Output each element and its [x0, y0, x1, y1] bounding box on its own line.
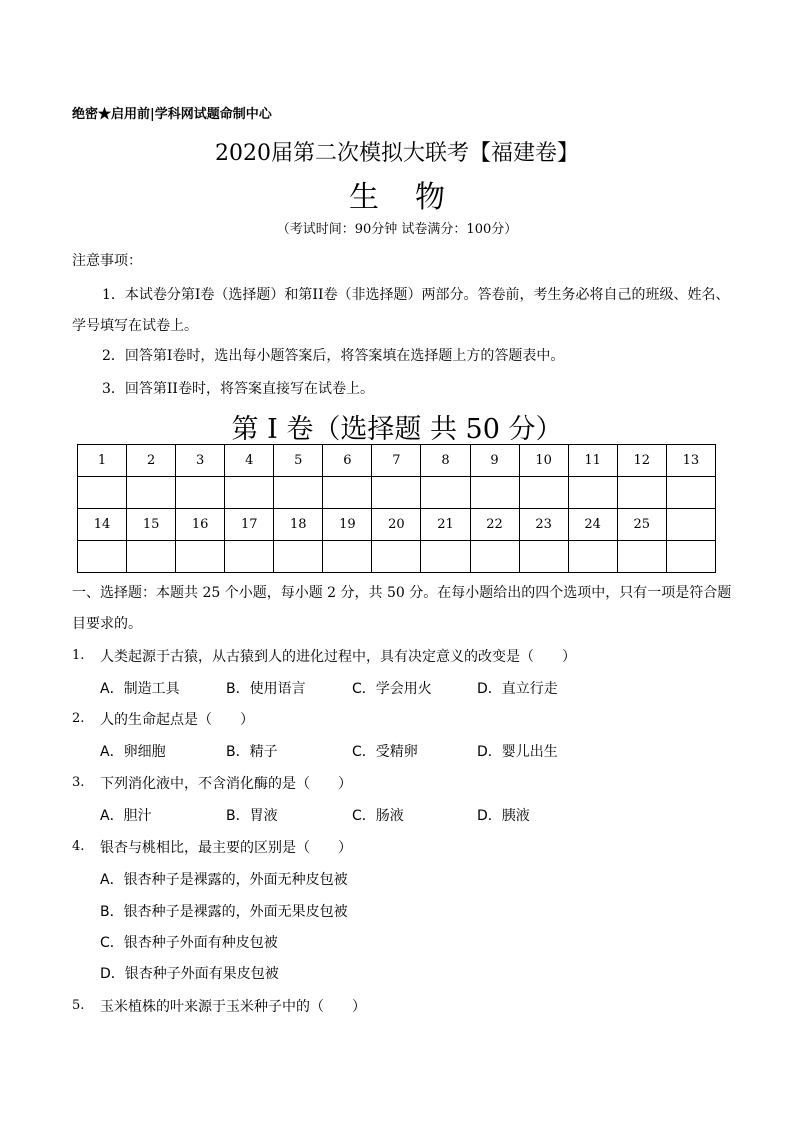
- grid-number-cell: 10: [519, 445, 568, 477]
- question-number: 1.: [72, 648, 85, 663]
- answer-cell[interactable]: [274, 541, 323, 573]
- grid-number-cell: 5: [274, 445, 323, 477]
- option-a[interactable]: A．银杏种子是裸露的，外面无种皮包被: [100, 872, 348, 888]
- answer-cell[interactable]: [372, 477, 421, 509]
- answer-cell[interactable]: [372, 541, 421, 573]
- answer-cell[interactable]: [666, 477, 715, 509]
- confidential-label: 绝密★启用前|学科网试题命制中心: [72, 107, 272, 122]
- grid-number-cell: 3: [176, 445, 225, 477]
- grid-number-cell: 8: [421, 445, 470, 477]
- answer-cell[interactable]: [519, 477, 568, 509]
- note-item-3: 3．回答第II卷时，将答案直接写在试卷上。: [102, 381, 374, 397]
- option-b[interactable]: B．使用语言: [226, 681, 306, 697]
- grid-number-cell: 25: [617, 509, 666, 541]
- grid-number-cell: 16: [176, 509, 225, 541]
- question-number: 2.: [72, 711, 85, 726]
- answer-cell[interactable]: [568, 477, 617, 509]
- option-a[interactable]: A．卵细胞: [100, 744, 166, 760]
- answer-cell[interactable]: [127, 541, 176, 573]
- exam-info: （考试时间：90分钟 试卷满分：100分）: [276, 222, 518, 237]
- answer-cell[interactable]: [323, 541, 372, 573]
- answer-cell[interactable]: [176, 477, 225, 509]
- option-d[interactable]: D．胰液: [477, 808, 530, 824]
- note-item-1-continued: 学号填写在试卷上。: [72, 318, 198, 334]
- instructions-line-2: 目要求的。: [72, 616, 142, 632]
- grid-number-cell: 24: [568, 509, 617, 541]
- option-b[interactable]: B．银杏种子是裸露的，外面无果皮包被: [100, 904, 348, 920]
- option-c[interactable]: C．受精卵: [352, 744, 418, 760]
- option-b[interactable]: B．胃液: [226, 808, 278, 824]
- answer-cell[interactable]: [470, 477, 519, 509]
- grid-number-cell: 13: [666, 445, 715, 477]
- option-a[interactable]: A．制造工具: [100, 681, 180, 697]
- grid-number-cell: 22: [470, 509, 519, 541]
- section-heading: 第 I 卷（选择题 共 50 分）: [231, 414, 563, 445]
- grid-number-cell: 2: [127, 445, 176, 477]
- note-item-2: 2．回答第I卷时，选出每小题答案后，将答案填在选择题上方的答题表中。: [102, 348, 565, 364]
- question-text: 人的生命起点是（ ）: [100, 712, 254, 728]
- answer-cell[interactable]: [519, 541, 568, 573]
- option-d[interactable]: D．婴儿出生: [477, 744, 558, 760]
- exam-title: 2020届第二次模拟大联考【福建卷】: [215, 141, 579, 166]
- answer-cell[interactable]: [421, 477, 470, 509]
- grid-number-cell: 7: [372, 445, 421, 477]
- grid-number-cell: 23: [519, 509, 568, 541]
- option-a[interactable]: A．胆汁: [100, 808, 152, 824]
- option-b[interactable]: B．精子: [226, 744, 278, 760]
- answer-grid: [77, 444, 716, 573]
- grid-number-cell: 14: [78, 509, 127, 541]
- question-text: 玉米植株的叶来源于玉米种子中的（ ）: [100, 999, 366, 1015]
- question-number: 3.: [72, 775, 85, 790]
- grid-number-cell: 15: [127, 509, 176, 541]
- question-text: 银杏与桃相比，最主要的区别是（ ）: [100, 840, 352, 856]
- answer-cell[interactable]: [421, 541, 470, 573]
- answer-grid-number-row: [78, 509, 716, 541]
- subject-title: 生物: [349, 180, 481, 215]
- answer-cell[interactable]: [78, 541, 127, 573]
- grid-number-cell: 9: [470, 445, 519, 477]
- option-d[interactable]: D．直立行走: [477, 681, 558, 697]
- question-text: 下列消化液中，不含消化酶的是（ ）: [100, 776, 352, 792]
- answer-cell[interactable]: [568, 541, 617, 573]
- answer-cell[interactable]: [617, 477, 666, 509]
- grid-number-cell: 12: [617, 445, 666, 477]
- notes-title: 注意事项：: [72, 253, 142, 269]
- question-number: 5.: [72, 998, 85, 1013]
- option-c[interactable]: C．银杏种子外面有种皮包被: [100, 935, 278, 951]
- answer-grid-number-row: [78, 445, 716, 477]
- answer-cell[interactable]: [617, 541, 666, 573]
- answer-cell[interactable]: [225, 541, 274, 573]
- question-number: 4.: [72, 839, 85, 854]
- grid-number-cell: 18: [274, 509, 323, 541]
- answer-grid-blank-row: [78, 541, 716, 573]
- answer-cell[interactable]: [274, 477, 323, 509]
- grid-number-cell: 20: [372, 509, 421, 541]
- grid-number-cell: 19: [323, 509, 372, 541]
- grid-number-cell: 6: [323, 445, 372, 477]
- question-text: 人类起源于古猿，从古猿到人的进化过程中，具有决定意义的改变是（ ）: [100, 649, 576, 665]
- grid-number-cell: 17: [225, 509, 274, 541]
- answer-cell[interactable]: [78, 477, 127, 509]
- answer-cell[interactable]: [666, 541, 715, 573]
- instructions-line-1: 一、选择题：本题共 25 个小题，每小题 2 分，共 50 分。在每小题给出的四个选项中，只有一项是符合题: [72, 585, 732, 601]
- grid-number-cell: 4: [225, 445, 274, 477]
- answer-cell[interactable]: [176, 541, 225, 573]
- note-item-1: 1．本试卷分第I卷（选择题）和第II卷（非选择题）两部分。答卷前，考生务必将自己的班级、姓名、: [102, 287, 730, 303]
- grid-number-cell: 21: [421, 509, 470, 541]
- option-d[interactable]: D．银杏种子外面有果皮包被: [100, 966, 279, 982]
- grid-number-cell: 11: [568, 445, 617, 477]
- answer-cell[interactable]: [470, 541, 519, 573]
- answer-grid-blank-row: [78, 477, 716, 509]
- answer-cell[interactable]: [323, 477, 372, 509]
- option-c[interactable]: C．学会用火: [352, 681, 432, 697]
- answer-cell[interactable]: [127, 477, 176, 509]
- answer-cell[interactable]: [225, 477, 274, 509]
- option-c[interactable]: C．肠液: [352, 808, 404, 824]
- grid-number-cell: 1: [78, 445, 127, 477]
- grid-number-cell: [666, 509, 715, 541]
